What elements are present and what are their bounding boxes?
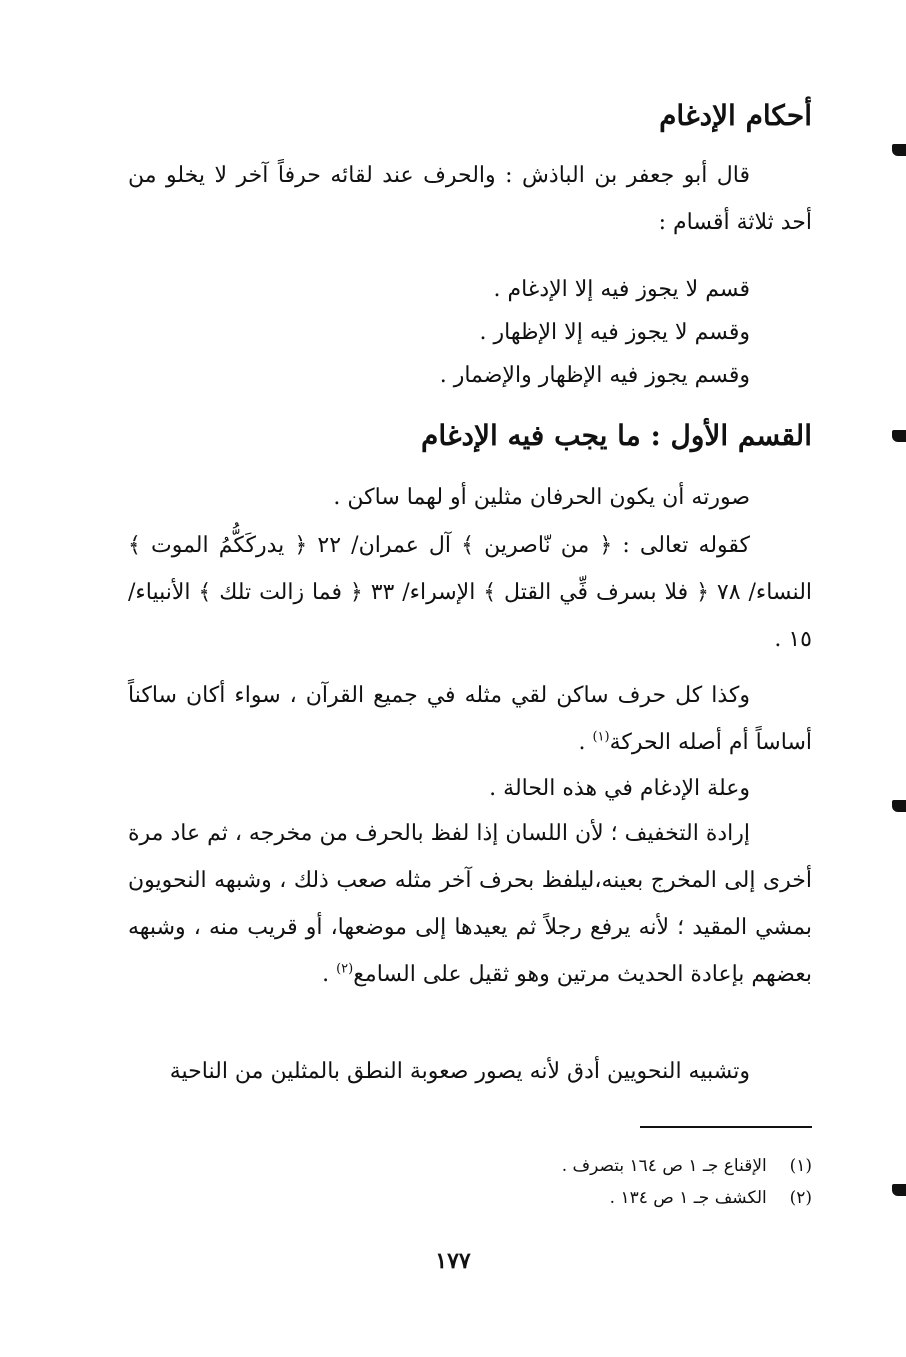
every-letter-main: وكذا كل حرف ساكن لقي مثله في جميع القرآن ، سواء أكان ساكناً أساساً أم أصله الحركة (128, 683, 812, 755)
footnote-ref-2: (٢) (336, 961, 354, 977)
footnote-item (300, 1150, 812, 1182)
paragraph-comparison (128, 1048, 812, 1095)
margin-mark (892, 430, 906, 442)
division-list (128, 266, 812, 399)
intro-paragraph (128, 152, 812, 246)
lightening-text (128, 810, 812, 998)
paragraph-form (128, 474, 812, 521)
paragraph-reason (128, 765, 812, 812)
margin-mark (892, 1184, 906, 1196)
footnote-number: (٢) (789, 1188, 812, 1208)
page-number: ١٧٧ (435, 1248, 471, 1274)
paragraph-every-letter (128, 672, 812, 766)
list-item: وقسم يجوز فيه الإظهار والإضمار . (439, 363, 750, 388)
footnote-text: الكشف جـ ١ ص ١٣٤ . (609, 1188, 767, 1208)
examples-text: كقوله تعالى : ﴿ من نّاصرين ﴾ آل عمران/ ٢٢ ﴿ يدركَكُّمُ الموت ﴾ النساء/ ٧٨ ﴿ فلا بسرف فِّي القتل ﴾ الإسراء/ ٣٣ ﴿ فما زالت تلك ﴾ الأنبياء/ ١٥ . (128, 533, 813, 652)
reason-text: وعلة الإدغام في هذه الحالة . (489, 776, 750, 801)
footnote-ref-1: (١) (592, 729, 610, 745)
footnote-item (300, 1182, 812, 1214)
form-text: صورته أن يكون الحرفان مثلين أو لهما ساكن . (333, 485, 750, 510)
footnote-divider (640, 1126, 812, 1128)
every-letter-text (128, 672, 812, 766)
footnotes (300, 1150, 812, 1214)
paragraph-examples (128, 522, 812, 663)
footnote-number: (١) (789, 1156, 812, 1176)
intro-text: قال أبو جعفر بن الباذش : والحرف عند لقائه حرفاً آخر لا يخلو من أحد ثلاثة أقسام : (128, 163, 812, 235)
every-letter-end: . (578, 730, 593, 755)
margin-mark (892, 144, 906, 156)
list-item: وقسم لا يجوز فيه إلا الإظهار . (479, 320, 750, 345)
lightening-end: . (322, 962, 337, 987)
paragraph-lightening (128, 810, 812, 998)
footnote-text: الإقناع جـ ١ ص ١٦٤ بتصرف . (561, 1156, 767, 1176)
main-heading: أحكام الإدغام (659, 99, 812, 132)
section-heading: القسم الأول : ما يجب فيه الإدغام (421, 419, 812, 452)
margin-mark (892, 800, 906, 812)
list-item: قسم لا يجوز فيه إلا الإدغام . (493, 277, 750, 302)
lightening-main: إرادة التخفيف ؛ لأن اللسان إذا لفظ بالحرف من مخرجه ، ثم عاد مرة أخرى إلى المخرج بعينه،ليلفظ بحرف آخر مثله صعب ذلك ، وشبهه النحويون بمشي المقيد ؛ لأنه يرفع رجلاً ثم يعيدها إلى موضعها، أو قريب منه ، وشبهه بعضهم بإعادة الحديث مرتين وهو ثقيل على السامع (128, 821, 812, 987)
comparison-text: وتشبيه النحويين أدق لأنه يصور صعوبة النطق بالمثلين من الناحية (169, 1059, 750, 1084)
